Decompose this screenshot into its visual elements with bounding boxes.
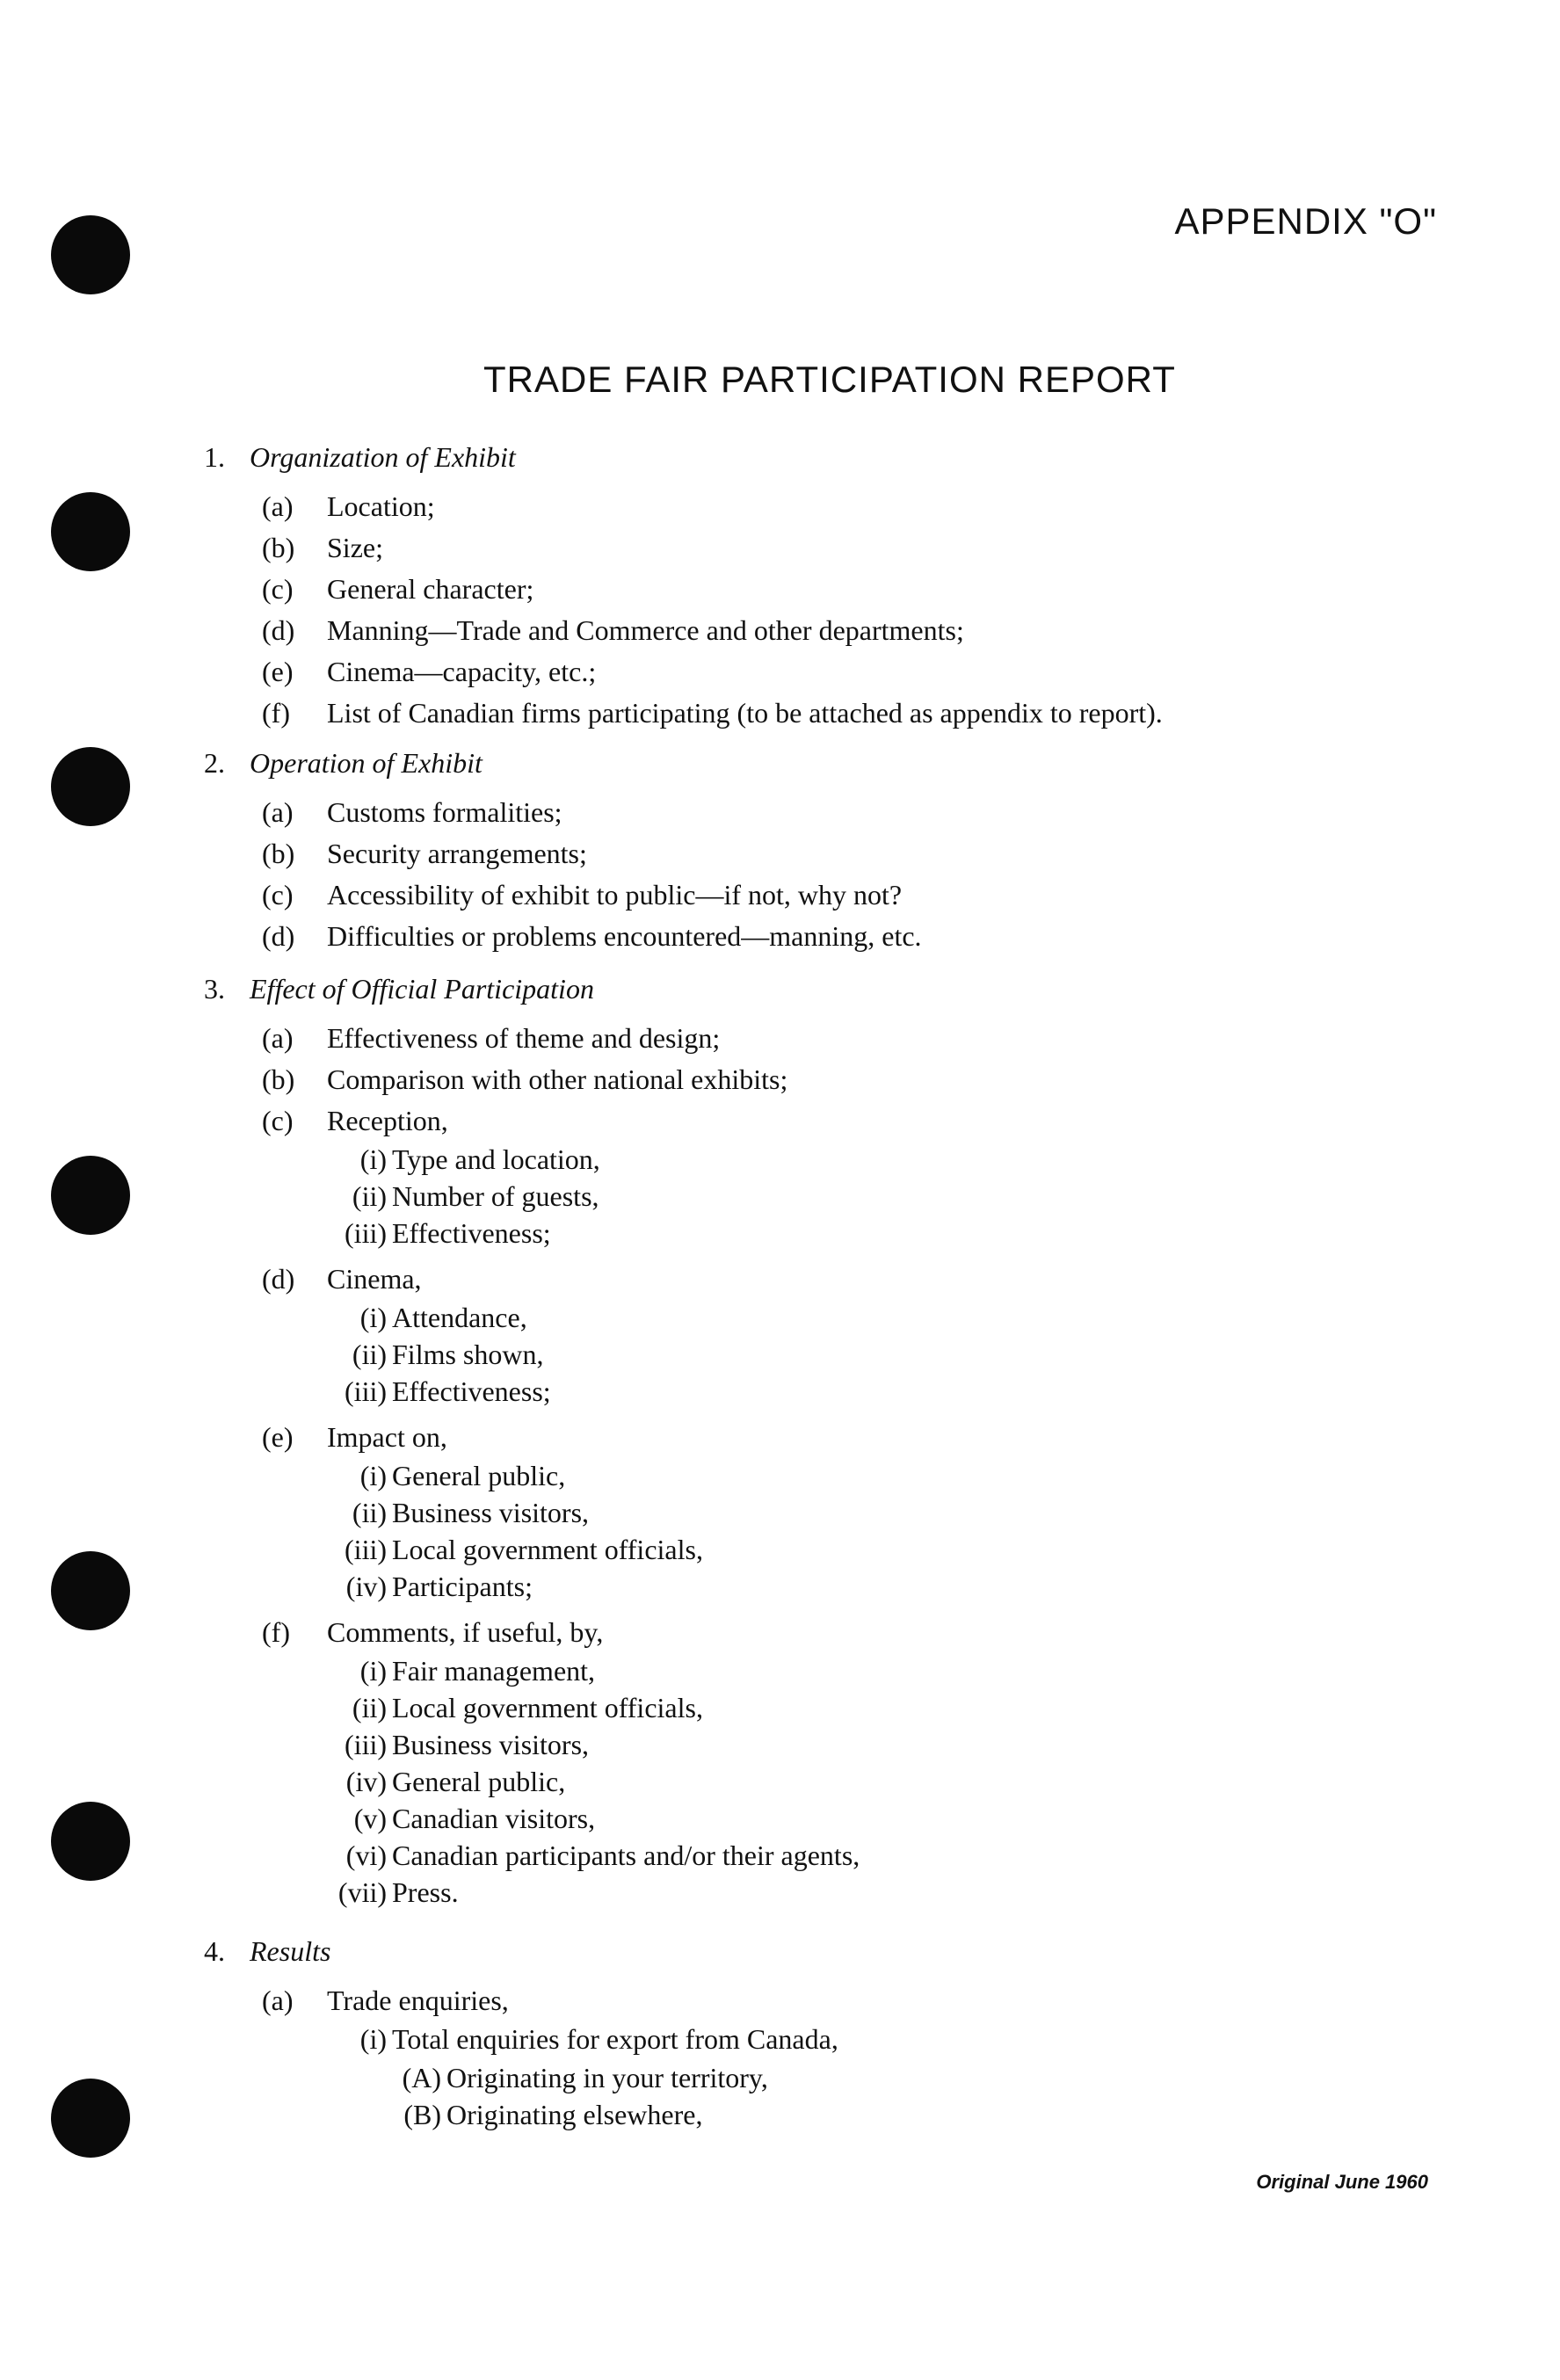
item-label: (f) <box>262 697 290 729</box>
section-number: 3. <box>204 973 225 1005</box>
sub-list-item: Participants; <box>392 1571 533 1602</box>
appendix-label: APPENDIX "O" <box>1174 200 1437 242</box>
binder-hole <box>51 1156 130 1235</box>
subitem-label: (vii) <box>337 1876 387 1908</box>
item-label: (a) <box>262 490 294 522</box>
list-item: Accessibility of exhibit to public—if not, why not? <box>327 879 903 911</box>
footer-date: Original June 1960 <box>1256 2171 1428 2193</box>
list-item: Cinema, <box>327 1263 422 1295</box>
sub-list-item: Business visitors, <box>392 1497 590 1528</box>
list-item: Impact on, <box>327 1421 447 1453</box>
item-label: (b) <box>262 1063 295 1095</box>
sub-list-item: Canadian visitors, <box>392 1803 596 1834</box>
item-label: (a) <box>262 1022 294 1054</box>
item-label: (d) <box>262 1263 295 1295</box>
item-label: (a) <box>262 1985 294 2016</box>
subitem-label: (i) <box>359 1655 387 1687</box>
subitem-label: (i) <box>359 1460 387 1491</box>
item-label: (a) <box>262 796 294 828</box>
sub-list-item: Type and location, <box>392 1143 600 1175</box>
section-heading: Effect of Official Participation <box>250 973 594 1005</box>
binder-hole <box>51 747 130 826</box>
sub-list-item: General public, <box>392 1766 566 1797</box>
sub-list-item: Effectiveness; <box>392 1375 551 1407</box>
item-label: (c) <box>262 1105 294 1136</box>
binder-hole <box>51 492 130 571</box>
sub-list-item: Press. <box>392 1876 459 1908</box>
item-label: (e) <box>262 1421 294 1453</box>
list-item: Security arrangements; <box>327 838 587 869</box>
subitem-label: (v) <box>353 1803 387 1834</box>
sub-sub-list-item: Originating elsewhere, <box>446 2099 703 2130</box>
section-heading: Organization of Exhibit <box>250 441 516 473</box>
list-item: Comparison with other national exhibits; <box>327 1063 788 1095</box>
subitem-label: (ii) <box>352 1180 387 1212</box>
list-item: Reception, <box>327 1105 448 1136</box>
subitem-label: (iv) <box>345 1766 387 1797</box>
item-label: (f) <box>262 1616 290 1648</box>
binder-hole <box>51 215 130 294</box>
sub-list-item: Effectiveness; <box>392 1217 551 1249</box>
list-item: Size; <box>327 532 383 563</box>
sub-list-item: Canadian participants and/or their agents, <box>392 1839 860 1871</box>
list-item: General character; <box>327 573 534 605</box>
sub-list-item: Local government officials, <box>392 1534 703 1565</box>
list-item: Trade enquiries, <box>327 1985 509 2016</box>
page-title: TRADE FAIR PARTICIPATION REPORT <box>483 359 1176 400</box>
list-item: Comments, if useful, by, <box>327 1616 604 1648</box>
subsubitem-label: (A) <box>402 2062 441 2093</box>
section-number: 2. <box>204 747 225 779</box>
list-item: Effectiveness of theme and design; <box>327 1022 721 1054</box>
subitem-label: (iv) <box>345 1571 387 1602</box>
section-number: 1. <box>204 441 225 473</box>
binder-hole <box>51 1802 130 1881</box>
sub-list-item: Films shown, <box>392 1339 544 1370</box>
list-item: Manning—Trade and Commerce and other departments; <box>327 614 964 646</box>
subitem-label: (vi) <box>345 1839 387 1871</box>
subitem-label: (ii) <box>352 1692 387 1723</box>
item-label: (b) <box>262 838 295 869</box>
sub-list-item: Attendance, <box>392 1302 527 1333</box>
subitem-label: (ii) <box>352 1339 387 1370</box>
list-item: List of Canadian firms participating (to be attached as appendix to report). <box>327 697 1163 729</box>
list-item: Difficulties or problems encountered—manning, etc. <box>327 920 922 952</box>
subitem-label: (iii) <box>345 1729 387 1760</box>
item-label: (d) <box>262 614 295 646</box>
subitem-label: (ii) <box>352 1497 387 1528</box>
item-label: (d) <box>262 920 295 952</box>
sub-list-item: General public, <box>392 1460 566 1491</box>
sub-sub-list-item: Originating in your territory, <box>446 2062 768 2093</box>
list-item: Customs formalities; <box>327 796 562 828</box>
sub-list-item: Fair management, <box>392 1655 596 1687</box>
list-item: Location; <box>327 490 435 522</box>
subitem-label: (iii) <box>345 1217 387 1249</box>
binder-hole <box>51 2079 130 2158</box>
item-label: (c) <box>262 879 294 911</box>
sub-list-item: Total enquiries for export from Canada, <box>392 2023 838 2055</box>
subsubitem-label: (B) <box>403 2099 441 2130</box>
subitem-label: (iii) <box>345 1534 387 1565</box>
section-heading: Operation of Exhibit <box>250 747 483 779</box>
list-item: Cinema—capacity, etc.; <box>327 656 597 687</box>
sub-list-item: Number of guests, <box>392 1180 599 1212</box>
subitem-label: (i) <box>359 2023 387 2055</box>
item-label: (c) <box>262 573 294 605</box>
subitem-label: (i) <box>359 1302 387 1333</box>
sub-list-item: Business visitors, <box>392 1729 590 1760</box>
binder-hole <box>51 1551 130 1630</box>
item-label: (b) <box>262 532 295 563</box>
subitem-label: (i) <box>359 1143 387 1175</box>
sub-list-item: Local government officials, <box>392 1692 703 1723</box>
item-label: (e) <box>262 656 294 687</box>
section-heading: Results <box>250 1935 331 1967</box>
section-number: 4. <box>204 1935 225 1967</box>
subitem-label: (iii) <box>345 1375 387 1407</box>
